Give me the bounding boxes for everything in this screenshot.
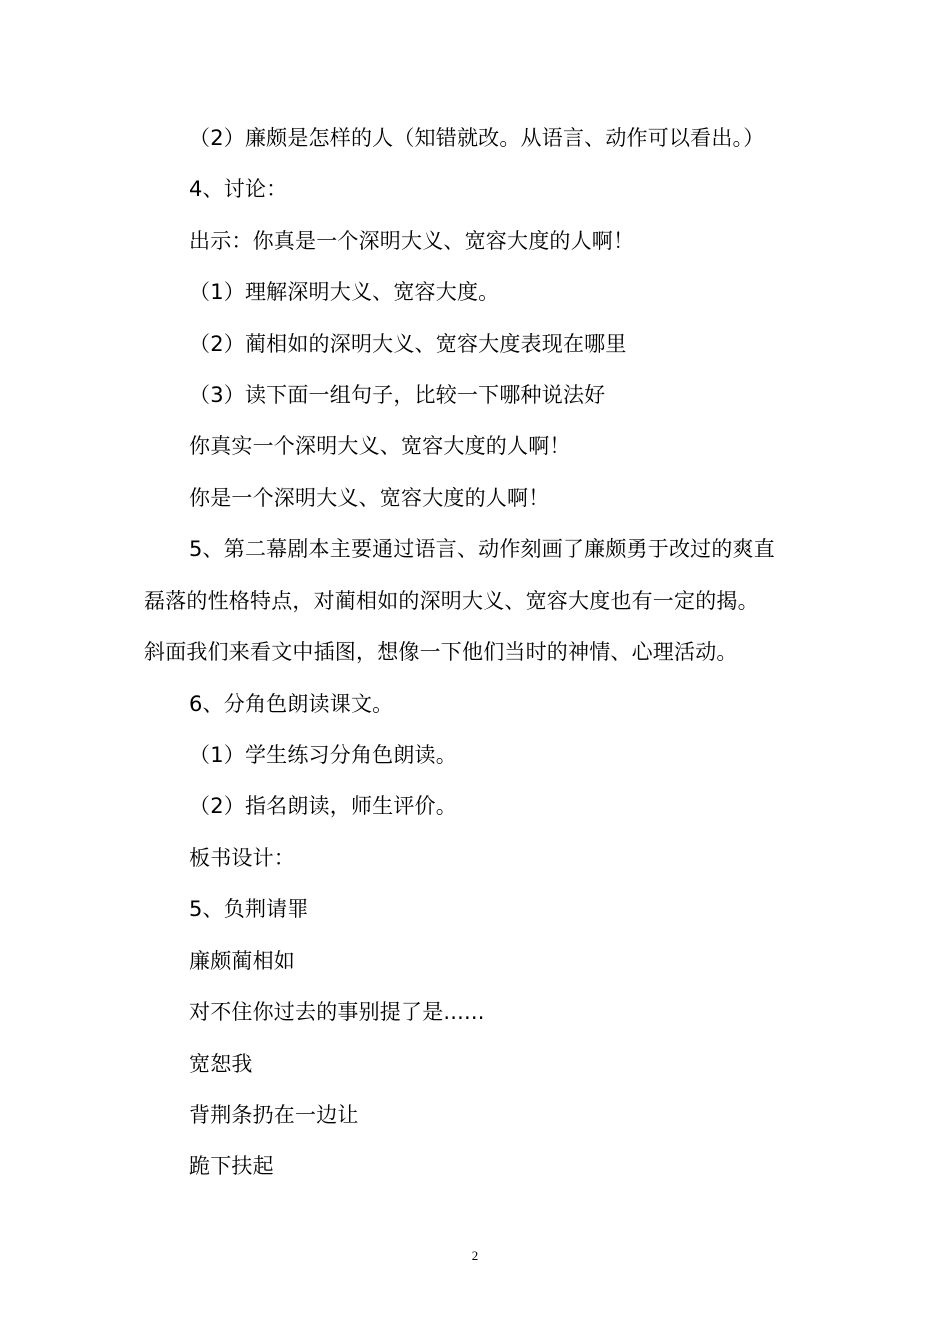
- heading-role-reading: 6、分角色朗读课文。: [189, 692, 394, 716]
- heading-discussion: 4、讨论：: [189, 177, 288, 201]
- paragraph-practice-reading: （1）学生练习分角色朗读。: [189, 743, 457, 767]
- board-line-kneel: 跪下扶起: [189, 1154, 274, 1178]
- paragraph-named-reading: （2）指名朗读，师生评价。: [189, 794, 457, 818]
- example-sentence-1: 你真实一个深明大义、宽容大度的人啊！: [189, 434, 571, 458]
- board-line-apology: 对不住你过去的事别提了是......: [189, 1000, 485, 1024]
- paragraph-second-act-line2: 磊落的性格特点，对蔺相如的深明大义、宽容大度也有一定的揭。: [144, 589, 759, 613]
- example-sentence-2: 你是一个深明大义、宽容大度的人啊！: [189, 486, 550, 510]
- board-title: 5、负荆请罪: [189, 897, 309, 921]
- board-characters: 廉颇蔺相如: [189, 949, 295, 973]
- paragraph-compare-sentences: （3）读下面一组句子，比较一下哪种说法好: [189, 383, 606, 407]
- paragraph-lin-xiangru-behavior: （2）蔺相如的深明大义、宽容大度表现在哪里: [189, 332, 627, 356]
- paragraph-second-act-line1: 5、第二幕剧本主要通过语言、动作刻画了廉颇勇于改过的爽直: [189, 537, 775, 561]
- board-line-forgive: 宽恕我: [189, 1052, 253, 1076]
- page-number: 2: [471, 1248, 479, 1263]
- paragraph-lianpo-character: （2）廉颇是怎样的人（知错就改。从语言、动作可以看出。）: [189, 126, 765, 150]
- paragraph-show-sentence: 出示：你真是一个深明大义、宽容大度的人啊！: [189, 229, 635, 253]
- heading-board-design: 板书设计：: [189, 846, 295, 870]
- paragraph-second-act-line3: 斜面我们来看文中插图，想像一下他们当时的神情、心理活动。: [144, 640, 738, 664]
- board-line-thorns: 背荆条扔在一边让: [189, 1103, 359, 1127]
- paragraph-understand-terms: （1）理解深明大义、宽容大度。: [189, 280, 500, 304]
